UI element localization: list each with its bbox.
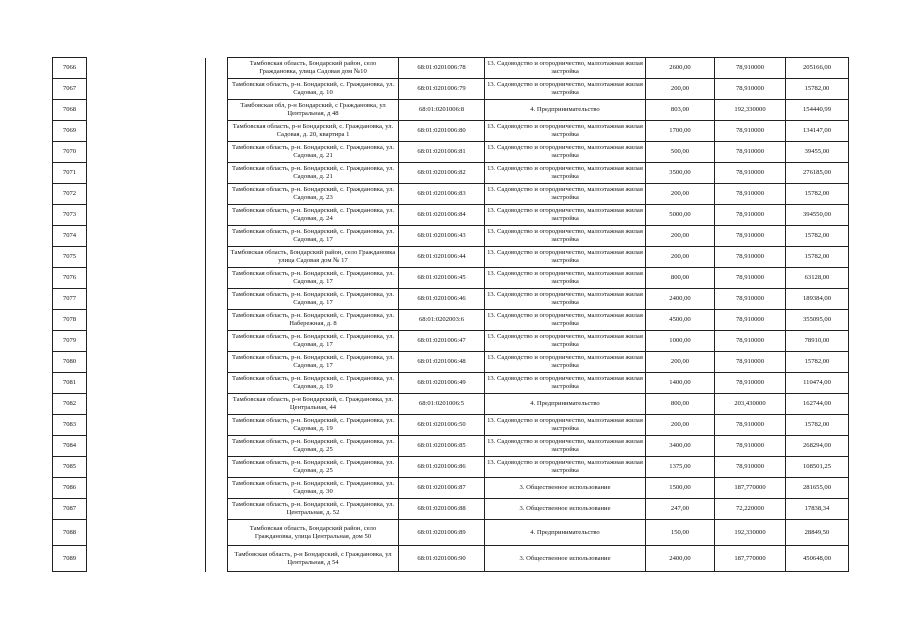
table-row	[53, 184, 849, 205]
specific-value-cell: 203,430000	[715, 394, 786, 415]
address-cell: Тамбовская область, Бондарский район, село Граждановка, улица Центральная, дом 50	[228, 520, 399, 546]
land-use-cell: 3. Общественное использование	[485, 499, 646, 520]
spacer-cell	[87, 121, 206, 142]
cadastral-number-cell: 68:01:0201006:50	[399, 415, 485, 436]
land-use-cell: 3. Общественное использование	[485, 478, 646, 499]
specific-value-cell: 78,910000	[715, 226, 786, 247]
cadastral-number-cell: 68:01:0201006:83	[399, 184, 485, 205]
land-use-cell: 13. Садоводство и огородничество, малоэтажная жилая застройка	[485, 226, 646, 247]
row-number-cell: 7073	[53, 205, 87, 226]
spacer-cell	[87, 352, 206, 373]
spacer-cell	[206, 457, 228, 478]
cadastral-number-cell: 68:01:0201006:46	[399, 289, 485, 310]
spacer-cell	[87, 478, 206, 499]
cadastral-number-cell: 68:01:0201006:48	[399, 352, 485, 373]
area-cell: 3500,00	[646, 163, 715, 184]
cadastral-value-cell: 15782,00	[786, 247, 849, 268]
area-cell: 2400,00	[646, 289, 715, 310]
land-use-cell: 13. Садоводство и огородничество, малоэтажная жилая застройка	[485, 121, 646, 142]
cadastral-number-cell: 68:01:0202003:6	[399, 310, 485, 331]
cadastral-value-cell: 15782,00	[786, 79, 849, 100]
cadastral-value-cell: 78910,00	[786, 331, 849, 352]
row-number-cell: 7084	[53, 436, 87, 457]
spacer-cell	[87, 58, 206, 79]
spacer-cell	[87, 100, 206, 121]
specific-value-cell: 78,910000	[715, 184, 786, 205]
cadastral-number-cell: 68:01:0201006:85	[399, 436, 485, 457]
cadastral-number-cell: 68:01:0201006:45	[399, 268, 485, 289]
row-number-cell: 7079	[53, 331, 87, 352]
row-number-cell: 7077	[53, 289, 87, 310]
spacer-cell	[87, 373, 206, 394]
cadastral-value-cell: 205166,00	[786, 58, 849, 79]
land-use-cell: 3. Общественное использование	[485, 546, 646, 572]
row-number-cell: 7081	[53, 373, 87, 394]
spacer-cell	[87, 415, 206, 436]
land-use-cell: 4. Предпринимательство	[485, 394, 646, 415]
address-cell: Тамбовская область, р-н. Бондарский, с. Граждановка, ул. Садовая, д. 17	[228, 226, 399, 247]
land-use-cell: 13. Садоводство и огородничество, малоэтажная жилая застройка	[485, 331, 646, 352]
spacer-cell	[206, 247, 228, 268]
row-number-cell: 7087	[53, 499, 87, 520]
land-use-cell: 13. Садоводство и огородничество, малоэтажная жилая застройка	[485, 310, 646, 331]
address-cell: Тамбовская область, р-н Бондарский, с. Граждановка, ул. Садовая, д. 20, квартира 1	[228, 121, 399, 142]
table-row	[53, 436, 849, 457]
specific-value-cell: 78,910000	[715, 205, 786, 226]
specific-value-cell: 78,910000	[715, 457, 786, 478]
cadastral-number-cell: 68:01:0201006:84	[399, 205, 485, 226]
cadastral-number-cell: 68:01:0201006:86	[399, 457, 485, 478]
area-cell: 2600,00	[646, 58, 715, 79]
row-number-cell: 7067	[53, 79, 87, 100]
area-cell: 5000,00	[646, 205, 715, 226]
spacer-cell	[206, 121, 228, 142]
spacer-cell	[206, 394, 228, 415]
table-row	[53, 373, 849, 394]
table-body	[53, 58, 849, 572]
table-row	[53, 415, 849, 436]
spacer-cell	[87, 268, 206, 289]
row-number-cell: 7083	[53, 415, 87, 436]
address-cell: Тамбовская область, р-н Бондарский, с Граждановка, ул Центральная, д 54	[228, 546, 399, 572]
address-cell: Тамбовская область, р-н. Бондарский, с. Граждановка, ул. Садовая, д. 17	[228, 352, 399, 373]
cadastral-number-cell: 68:01:0201006:79	[399, 79, 485, 100]
cadastral-value-cell: 110474,00	[786, 373, 849, 394]
land-use-cell: 13. Садоводство и огородничество, малоэтажная жилая застройка	[485, 205, 646, 226]
spacer-cell	[206, 79, 228, 100]
area-cell: 200,00	[646, 226, 715, 247]
area-cell: 500,00	[646, 142, 715, 163]
area-cell: 800,00	[646, 394, 715, 415]
address-cell: Тамбовская область, р-н. Бондарский, с. Граждановка, ул. Садовая, д. 21	[228, 163, 399, 184]
spacer-cell	[206, 331, 228, 352]
address-cell: Тамбовская область, р-н. Бондарский, с. Граждановка, ул. Садовая, д. 17	[228, 289, 399, 310]
address-cell: Тамбовская область, р-н. Бондарский, с. Граждановка, ул. Садовая, д. 17	[228, 331, 399, 352]
area-cell: 1400,00	[646, 373, 715, 394]
spacer-cell	[87, 142, 206, 163]
specific-value-cell: 78,910000	[715, 58, 786, 79]
address-cell: Тамбовская область, р-н. Бондарский, с. Граждановка, ул. Садовая, д. 10	[228, 79, 399, 100]
area-cell: 200,00	[646, 79, 715, 100]
row-number-cell: 7070	[53, 142, 87, 163]
spacer-cell	[87, 457, 206, 478]
address-cell: Тамбовская область, р-н. Бондарский, с. Граждановка, ул. Садовая, д. 19	[228, 373, 399, 394]
cadastral-value-cell: 268294,00	[786, 436, 849, 457]
cadastral-value-cell: 162744,00	[786, 394, 849, 415]
spacer-cell	[87, 394, 206, 415]
spacer-cell	[206, 58, 228, 79]
specific-value-cell: 78,910000	[715, 268, 786, 289]
table-row	[53, 352, 849, 373]
spacer-cell	[87, 546, 206, 572]
land-use-cell: 13. Садоводство и огородничество, малоэтажная жилая застройка	[485, 415, 646, 436]
address-cell: Тамбовская область, р-н. Бондарский, с. Граждановка, ул. Садовая, д. 25	[228, 457, 399, 478]
cadastral-number-cell: 68:01:0201006:47	[399, 331, 485, 352]
area-cell: 4500,00	[646, 310, 715, 331]
land-use-cell: 13. Садоводство и огородничество, малоэтажная жилая застройка	[485, 58, 646, 79]
spacer-cell	[206, 205, 228, 226]
spacer-cell	[87, 331, 206, 352]
cadastral-number-cell: 68:01:0201006:81	[399, 142, 485, 163]
row-number-cell: 7069	[53, 121, 87, 142]
specific-value-cell: 78,910000	[715, 121, 786, 142]
land-use-cell: 13. Садоводство и огородничество, малоэтажная жилая застройка	[485, 457, 646, 478]
area-cell: 3400,00	[646, 436, 715, 457]
cadastral-value-cell: 39455,00	[786, 142, 849, 163]
spacer-cell	[87, 184, 206, 205]
cadastral-number-cell: 68:01:0201006:49	[399, 373, 485, 394]
spacer-cell	[206, 415, 228, 436]
row-number-cell: 7066	[53, 58, 87, 79]
land-use-cell: 13. Садоводство и огородничество, малоэтажная жилая застройка	[485, 436, 646, 457]
address-cell: Тамбовская область, Бондарский район, село Граждановка улица Садовая дом № 17	[228, 247, 399, 268]
spacer-cell	[87, 205, 206, 226]
spacer-cell	[87, 247, 206, 268]
area-cell: 1000,00	[646, 331, 715, 352]
area-cell: 200,00	[646, 415, 715, 436]
area-cell: 1500,00	[646, 478, 715, 499]
table-row	[53, 289, 849, 310]
address-cell: Тамбовская область, р-н. Бондарский, с. Граждановка, ул. Садовая, д. 30	[228, 478, 399, 499]
spacer-cell	[87, 226, 206, 247]
specific-value-cell: 78,910000	[715, 331, 786, 352]
spacer-cell	[87, 163, 206, 184]
land-use-cell: 13. Садоводство и огородничество, малоэтажная жилая застройка	[485, 184, 646, 205]
table-row	[53, 58, 849, 79]
spacer-cell	[206, 352, 228, 373]
specific-value-cell: 72,220000	[715, 499, 786, 520]
spacer-cell	[87, 499, 206, 520]
table-row	[53, 478, 849, 499]
area-cell: 200,00	[646, 247, 715, 268]
cadastral-value-cell: 276185,00	[786, 163, 849, 184]
specific-value-cell: 78,910000	[715, 352, 786, 373]
spacer-cell	[206, 100, 228, 121]
spacer-cell	[206, 373, 228, 394]
cadastral-value-cell: 108501,25	[786, 457, 849, 478]
table-row	[53, 457, 849, 478]
area-cell: 800,00	[646, 268, 715, 289]
cadastral-number-cell: 68:01:0201006:89	[399, 520, 485, 546]
specific-value-cell: 78,910000	[715, 289, 786, 310]
cadastral-value-cell: 450648,00	[786, 546, 849, 572]
specific-value-cell: 78,910000	[715, 79, 786, 100]
area-cell: 1375,00	[646, 457, 715, 478]
cadastral-number-cell: 68:01:0201006:88	[399, 499, 485, 520]
row-number-cell: 7071	[53, 163, 87, 184]
row-number-cell: 7080	[53, 352, 87, 373]
table-row	[53, 205, 849, 226]
address-cell: Тамбовская область, р-н. Бондарский, с. Граждановка, ул. Садовая, д. 21	[228, 142, 399, 163]
spacer-cell	[206, 226, 228, 247]
cadastral-number-cell: 68:01:0201006:43	[399, 226, 485, 247]
land-use-cell: 4. Предпринимательство	[485, 100, 646, 121]
address-cell: Тамбовская область, р-н. Бондарский, с. Граждановка, ул. Набережная, д. 8	[228, 310, 399, 331]
table-row	[53, 394, 849, 415]
row-number-cell: 7086	[53, 478, 87, 499]
spacer-cell	[87, 520, 206, 546]
spacer-cell	[87, 310, 206, 331]
land-use-cell: 13. Садоводство и огородничество, малоэтажная жилая застройка	[485, 163, 646, 184]
table-row	[53, 310, 849, 331]
land-use-cell: 13. Садоводство и огородничество, малоэтажная жилая застройка	[485, 373, 646, 394]
specific-value-cell: 78,910000	[715, 310, 786, 331]
land-use-cell: 13. Садоводство и огородничество, малоэтажная жилая застройка	[485, 79, 646, 100]
land-use-cell: 13. Садоводство и огородничество, малоэтажная жилая застройка	[485, 142, 646, 163]
specific-value-cell: 78,910000	[715, 436, 786, 457]
table-row	[53, 142, 849, 163]
table-row	[53, 331, 849, 352]
row-number-cell: 7072	[53, 184, 87, 205]
cadastral-value-cell: 15782,00	[786, 352, 849, 373]
specific-value-cell: 192,330000	[715, 100, 786, 121]
cadastral-number-cell: 68:01:0201006:44	[399, 247, 485, 268]
area-cell: 200,00	[646, 184, 715, 205]
land-use-cell: 13. Садоводство и огородничество, малоэтажная жилая застройка	[485, 247, 646, 268]
cadastral-number-cell: 68:01:0201006:82	[399, 163, 485, 184]
cadastral-value-cell: 189384,00	[786, 289, 849, 310]
spacer-cell	[206, 520, 228, 546]
cadastral-value-cell: 15782,00	[786, 415, 849, 436]
cadastral-value-cell: 17838,34	[786, 499, 849, 520]
area-cell: 1700,00	[646, 121, 715, 142]
address-cell: Тамбовская область, р-н Бондарский, с. Граждановка, ул. Центральная, 44	[228, 394, 399, 415]
row-number-cell: 7075	[53, 247, 87, 268]
area-cell: 200,00	[646, 352, 715, 373]
specific-value-cell: 78,910000	[715, 247, 786, 268]
table-row	[53, 163, 849, 184]
area-cell: 803,00	[646, 100, 715, 121]
land-use-cell: 4. Предпринимательство	[485, 520, 646, 546]
row-number-cell: 7088	[53, 520, 87, 546]
address-cell: Тамбовская область, р-н. Бондарский, с. Граждановка, ул. Садовая, д. 24	[228, 205, 399, 226]
address-cell: Тамбовская обл, р-н Бондарский, с Граждановка, ул Центральная, д 48	[228, 100, 399, 121]
spacer-cell	[206, 268, 228, 289]
spacer-cell	[206, 478, 228, 499]
spacer-cell	[206, 310, 228, 331]
spacer-cell	[87, 289, 206, 310]
spacer-cell	[206, 499, 228, 520]
cadastral-value-cell: 134147,00	[786, 121, 849, 142]
cadastral-number-cell: 68:01:0201006:78	[399, 58, 485, 79]
row-number-cell: 7074	[53, 226, 87, 247]
address-cell: Тамбовская область, р-н. Бондарский, с. Граждановка, ул. Садовая, д. 19	[228, 415, 399, 436]
table-row	[53, 226, 849, 247]
spacer-cell	[206, 142, 228, 163]
spacer-cell	[206, 163, 228, 184]
address-cell: Тамбовская область, р-н. Бондарский, с. Граждановка, ул. Садовая, д. 25	[228, 436, 399, 457]
cadastral-value-cell: 281655,00	[786, 478, 849, 499]
cadastral-value-cell: 15782,00	[786, 226, 849, 247]
cadastral-number-cell: 68:01:0201006:90	[399, 546, 485, 572]
specific-value-cell: 78,910000	[715, 415, 786, 436]
land-use-cell: 13. Садоводство и огородничество, малоэтажная жилая застройка	[485, 289, 646, 310]
table-row	[53, 520, 849, 546]
land-use-cell: 13. Садоводство и огородничество, малоэтажная жилая застройка	[485, 268, 646, 289]
cadastral-value-cell: 355095,00	[786, 310, 849, 331]
cadastral-value-cell: 63128,00	[786, 268, 849, 289]
row-number-cell: 7085	[53, 457, 87, 478]
table-row	[53, 268, 849, 289]
row-number-cell: 7076	[53, 268, 87, 289]
row-number-cell: 7078	[53, 310, 87, 331]
table-row	[53, 121, 849, 142]
land-use-cell: 13. Садоводство и огородничество, малоэтажная жилая застройка	[485, 352, 646, 373]
cadastral-number-cell: 68:01:0201006:8	[399, 100, 485, 121]
table-row	[53, 499, 849, 520]
spacer-cell	[87, 436, 206, 457]
spacer-cell	[206, 436, 228, 457]
cadastral-value-cell: 394550,00	[786, 205, 849, 226]
cadastral-value-cell: 15782,00	[786, 184, 849, 205]
spacer-cell	[206, 184, 228, 205]
row-number-cell: 7082	[53, 394, 87, 415]
cadastral-number-cell: 68:01:0201006:80	[399, 121, 485, 142]
spacer-cell	[87, 79, 206, 100]
spacer-cell	[206, 546, 228, 572]
address-cell: Тамбовская область, Бондарский район, село Граждановка, улица Садовая дом №10	[228, 58, 399, 79]
row-number-cell: 7089	[53, 546, 87, 572]
specific-value-cell: 187,770000	[715, 478, 786, 499]
spacer-cell	[206, 289, 228, 310]
address-cell: Тамбовская область, р-н. Бондарский, с. Граждановка, ул. Садовая, д. 17	[228, 268, 399, 289]
address-cell: Тамбовская область, р-н. Бондарский, с. Граждановка, ул. Садовая, д. 23	[228, 184, 399, 205]
area-cell: 247,00	[646, 499, 715, 520]
cadastral-number-cell: 68:01:0201006:87	[399, 478, 485, 499]
cadastral-value-cell: 154440,99	[786, 100, 849, 121]
cadastral-number-cell: 68:01:0201006:5	[399, 394, 485, 415]
cadastral-value-table	[52, 57, 849, 572]
specific-value-cell: 187,770000	[715, 546, 786, 572]
specific-value-cell: 192,330000	[715, 520, 786, 546]
specific-value-cell: 78,910000	[715, 163, 786, 184]
address-cell: Тамбовская область, р-н. Бондарский, с. Граждановка, ул. Центральная, д. 52	[228, 499, 399, 520]
specific-value-cell: 78,910000	[715, 142, 786, 163]
area-cell: 150,00	[646, 520, 715, 546]
table-row	[53, 546, 849, 572]
area-cell: 2400,00	[646, 546, 715, 572]
table-row	[53, 100, 849, 121]
table-row	[53, 79, 849, 100]
specific-value-cell: 78,910000	[715, 373, 786, 394]
cadastral-value-cell: 28849,50	[786, 520, 849, 546]
table-row	[53, 247, 849, 268]
row-number-cell: 7068	[53, 100, 87, 121]
